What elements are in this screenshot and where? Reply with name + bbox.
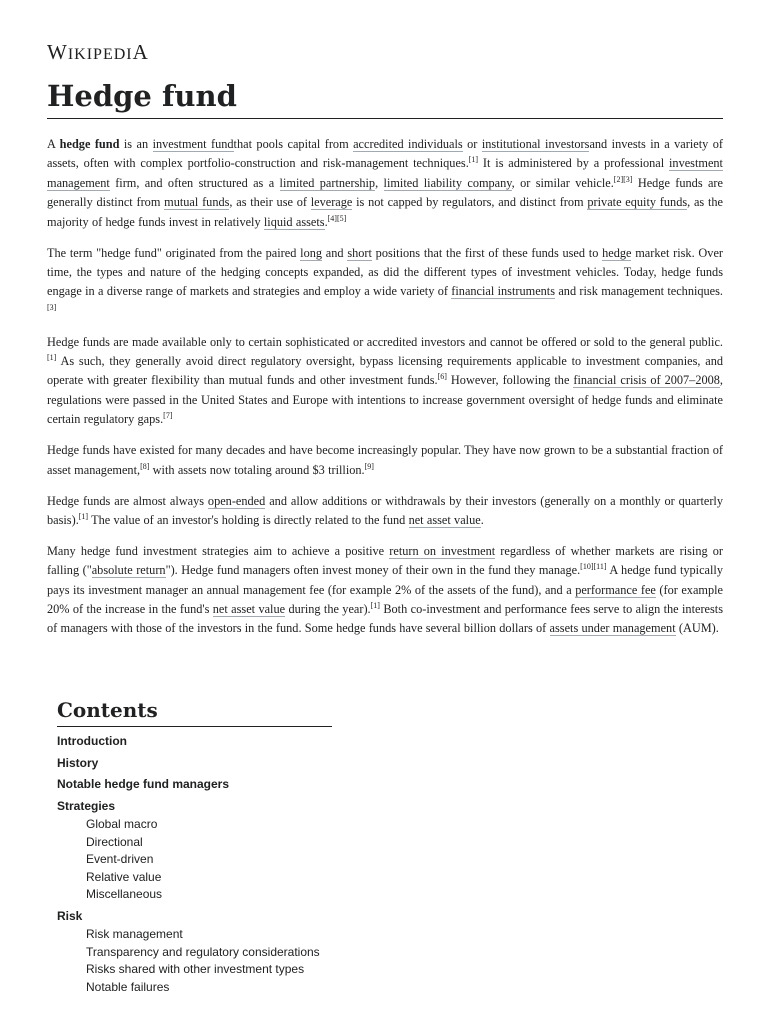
- toc-title: Contents: [57, 698, 158, 722]
- toc-subsection-list: [57, 926, 457, 996]
- text-run: Hedge funds are generally distinct from: [47, 175, 723, 210]
- page-title: Hedge fund: [47, 79, 237, 113]
- citation-ref[interactable]: [1]: [47, 352, 57, 362]
- paragraph: [47, 441, 723, 480]
- citation-ref[interactable]: [3]: [47, 302, 57, 312]
- bold-term: hedge fund: [59, 137, 120, 151]
- wiki-link[interactable]: performance fee: [575, 582, 656, 597]
- toc-subsection-link[interactable]: Risks shared with other investment types: [86, 962, 305, 976]
- paragraph: [47, 492, 723, 531]
- toc-subsection-link[interactable]: Risk management: [86, 927, 183, 941]
- text-run: Hedge funds are made available only to certain sophisticated or accredited investors and cannot be offered or sold to the general public.: [47, 334, 723, 349]
- wiki-link[interactable]: investment management: [47, 156, 723, 190]
- wiki-link[interactable]: mutual funds: [164, 195, 230, 210]
- wiki-link[interactable]: institutional investors: [481, 137, 590, 151]
- text-run: .: [480, 512, 484, 527]
- text-run: However, following the: [446, 373, 574, 388]
- text-run: regardless of whether markets are rising or falling (": [47, 543, 723, 578]
- toc-section-link[interactable]: Strategies: [57, 798, 116, 813]
- toc-section-link[interactable]: Notable hedge fund managers: [57, 777, 230, 791]
- text-run: and: [322, 245, 348, 260]
- citation-ref[interactable]: [2][3]: [613, 174, 633, 184]
- wiki-link[interactable]: liquid assets: [263, 214, 325, 229]
- toc-subsection-link[interactable]: Transparency and regulatory considerations: [86, 944, 320, 959]
- toc-divider: [57, 726, 332, 727]
- text-run: Both co-investment and performance fees serve to align the interests of managers with those of the investors in the fund. Some hedge funds have several billion dollars of: [47, 602, 723, 636]
- wiki-link[interactable]: net asset value: [408, 512, 481, 527]
- article-body: [47, 135, 723, 650]
- citation-ref[interactable]: [7]: [163, 411, 173, 421]
- toc-subsection-link[interactable]: Miscellaneous: [86, 887, 163, 901]
- wiki-link[interactable]: accredited individuals: [353, 137, 463, 151]
- text-run: , regulations were passed in the United States and Europe with intentions to increase government oversight of hedge funds and eliminate certain regulatory gaps.: [47, 373, 723, 427]
- wiki-link[interactable]: financial instruments: [451, 284, 556, 299]
- citation-ref[interactable]: [8]: [140, 461, 150, 471]
- paragraph: [47, 542, 723, 639]
- text-run: , as the majority of hedge funds invest in relatively: [47, 195, 723, 229]
- text-run: It is administered by a professional: [478, 156, 670, 171]
- text-run: during the year).: [285, 602, 371, 617]
- citation-ref[interactable]: [10][11]: [580, 562, 607, 572]
- text-run: Hedge funds are almost always: [47, 493, 208, 508]
- wiki-link[interactable]: limited liability company: [383, 175, 512, 190]
- text-run: (AUM).: [675, 621, 719, 636]
- toc-list: [57, 733, 457, 996]
- text-run: and risk management techniques.: [555, 284, 723, 299]
- citation-ref[interactable]: [1]: [78, 511, 89, 521]
- text-run: firm, and often structured as a: [109, 175, 280, 190]
- paragraph: [47, 333, 723, 430]
- text-run: (for example 20% of the increase in the fund's: [47, 582, 724, 617]
- text-run: is not capped by regulators, and distinct from: [352, 195, 588, 210]
- wiki-link[interactable]: private equity funds: [587, 195, 688, 210]
- wiki-link[interactable]: financial crisis of 2007–2008: [573, 373, 720, 388]
- citation-ref[interactable]: [1]: [370, 600, 380, 610]
- citation-ref[interactable]: [9]: [364, 461, 374, 471]
- paragraph: [47, 244, 723, 322]
- citation-ref[interactable]: [1]: [468, 155, 479, 165]
- wiki-link[interactable]: short: [347, 245, 372, 260]
- text-run: and invests in a variety of assets, often with complex portfolio-construction and risk-management techniques.: [47, 137, 723, 171]
- text-run: Many hedge fund investment strategies aim to achieve a positive: [47, 543, 390, 558]
- toc-subsection-link[interactable]: Event-driven: [86, 852, 154, 866]
- toc-subsection-list: [57, 816, 457, 904]
- text-run: ,: [375, 175, 384, 190]
- wiki-link[interactable]: limited partnership: [279, 175, 376, 190]
- toc-section-link[interactable]: History: [57, 755, 99, 770]
- toc-section-link[interactable]: Introduction: [57, 734, 127, 748]
- text-run: market risk. Over time, the types and nature of the hedging concepts expanded, as did the different types of investment vehicles. Today, hedge funds engage in a diverse range of markets and strategies and employ a wide variety of: [47, 245, 723, 299]
- toc-subsection-link[interactable]: Directional: [86, 834, 143, 849]
- title-divider: [47, 118, 723, 119]
- text-run: "). Hedge fund managers often invest money of their own in the fund they manage.: [165, 563, 581, 578]
- text-run: , as their use of: [229, 195, 311, 210]
- text-run: A hedge fund typically pays its investment manager an annual management fee (for example 2% of the assets of the fund), and a: [47, 563, 723, 597]
- text-run: or: [462, 137, 482, 151]
- text-run: and allow additions or withdrawals by their investors (generally on a monthly or quarterly basis).: [47, 493, 723, 527]
- table-of-contents: [57, 696, 457, 1000]
- wikipedia-wordmark[interactable]: WIKIPEDIA: [47, 40, 149, 64]
- text-run: The term "hedge fund" originated from the paired: [47, 245, 301, 260]
- text-run: with assets now totaling around $3 trillion.: [149, 462, 365, 477]
- toc-subsection-link[interactable]: Relative value: [86, 869, 162, 884]
- text-run: .: [324, 214, 328, 229]
- wiki-link[interactable]: return on investment: [389, 543, 496, 558]
- text-run: is an: [119, 137, 153, 151]
- text-run: A: [47, 137, 60, 151]
- toc-section-link[interactable]: Risk: [57, 908, 83, 923]
- wiki-link[interactable]: assets under management: [549, 621, 676, 636]
- wiki-link[interactable]: long: [300, 245, 323, 260]
- wiki-link[interactable]: hedge: [602, 245, 632, 260]
- wiki-link[interactable]: leverage: [310, 195, 353, 210]
- wiki-link[interactable]: open-ended: [207, 493, 266, 508]
- text-run: positions that the first of these funds used to: [371, 245, 603, 260]
- wiki-link[interactable]: investment fund: [152, 137, 234, 151]
- citation-ref[interactable]: [6]: [437, 372, 447, 382]
- text-run: that pools capital from: [233, 137, 354, 151]
- text-run: The value of an investor's holding is directly related to the fund: [88, 512, 409, 527]
- text-run: , or similar vehicle.: [511, 175, 614, 190]
- text-run: As such, they generally avoid direct regulatory oversight, bypass licensing requirements applicable to investment companies, and operate with greater flexibility than mutual funds and other investment funds.: [47, 354, 723, 388]
- paragraph: [47, 135, 723, 232]
- text-run: Hedge funds have existed for many decades and have become increasingly popular. They have now grown to be a substantial fraction of asset management,: [47, 443, 723, 477]
- wiki-link[interactable]: absolute return: [91, 563, 166, 578]
- wiki-link[interactable]: net asset value: [212, 602, 286, 617]
- toc-subsection-link[interactable]: Global macro: [86, 817, 158, 831]
- citation-ref[interactable]: [4][5]: [327, 213, 347, 223]
- toc-subsection-link[interactable]: Notable failures: [86, 979, 170, 994]
